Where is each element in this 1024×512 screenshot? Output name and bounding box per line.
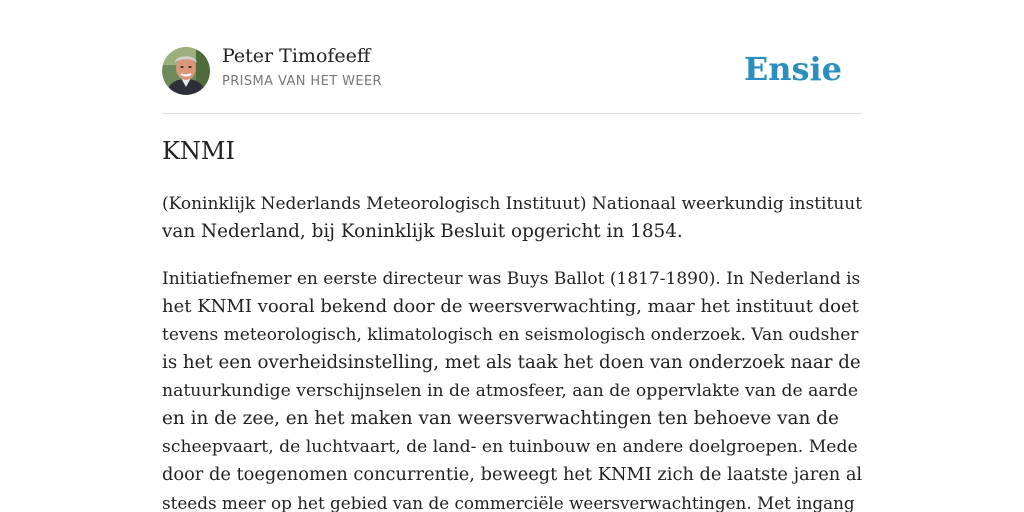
brand-logo[interactable]: Ensie [743, 50, 842, 88]
paragraph-line: van Nederland, bij Koninklijk Besluit opgericht in 1854. [162, 221, 683, 242]
paragraph-line: natuurkundige verschijnselen in de atmosfeer, aan de oppervlakte van de aarde [162, 381, 859, 401]
paragraph-line: steeds meer op het gebied van de commerciële weersverwachtingen. Met ingang [162, 493, 855, 512]
author-avatar[interactable] [162, 47, 210, 95]
paragraph-line: scheepvaart, de luchtvaart, de land- en tuinbouw en andere doelgroepen. Mede [162, 437, 858, 457]
paragraph-line: het KNMI vooral bekend door de weersverwachting, maar het instituut doet [162, 296, 859, 317]
paragraph-line: Initiatiefnemer en eerste directeur was Buys Ballot (1817-1890). In Nederland is [162, 269, 861, 289]
article-paragraph-2 [162, 265, 862, 512]
article-title: KNMI [162, 137, 235, 165]
article-header [162, 0, 862, 114]
paragraph-line: en in de zee, en het maken van weersverwachtingen ten behoeve van de [162, 408, 839, 429]
author-source[interactable]: PRISMA VAN HET WEER [222, 74, 382, 89]
paragraph-line: tevens meteorologisch, klimatologisch en seismologisch onderzoek. Van oudsher [162, 325, 859, 345]
author-name[interactable]: Peter Timofeeff [222, 45, 371, 67]
avatar-photo [162, 47, 210, 95]
article-container [162, 0, 863, 512]
paragraph-line: door de toegenomen concurrentie, beweegt het KNMI zich de laatste jaren al [162, 464, 863, 485]
paragraph-line: (Koninklijk Nederlands Meteorologisch Instituut) Nationaal weerkundig instituut [162, 194, 863, 214]
article-paragraph-1 [162, 190, 862, 246]
paragraph-line: is het een overheidsinstelling, met als taak het doen van onderzoek naar de [162, 352, 861, 373]
